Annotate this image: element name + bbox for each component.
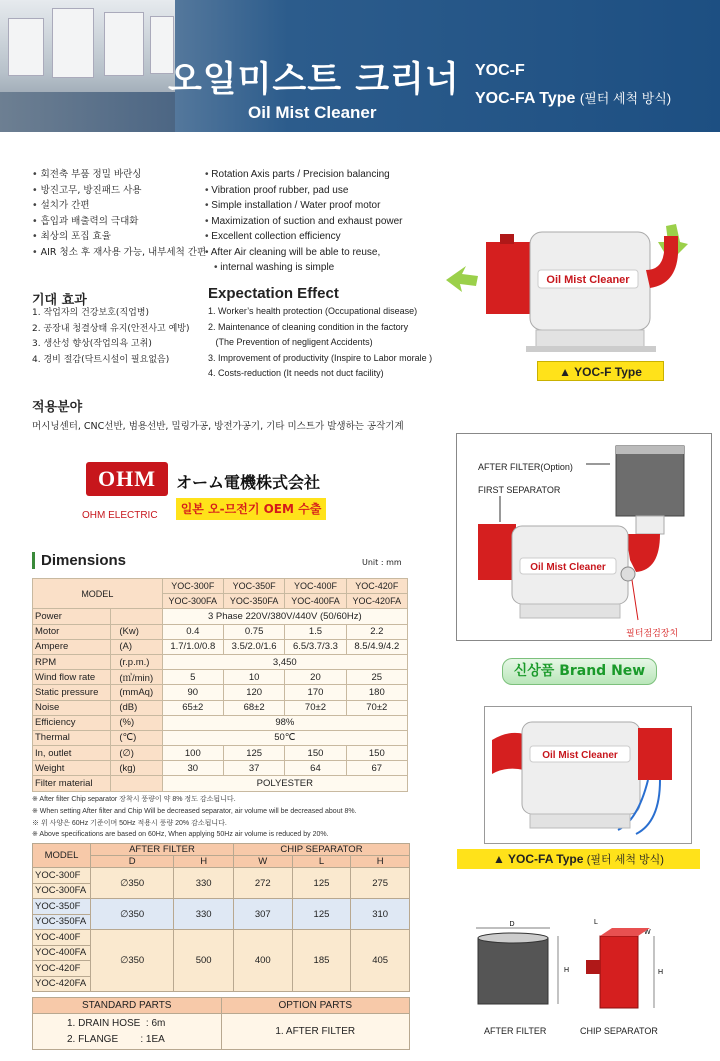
dims-col: W — [233, 856, 292, 868]
spec-label: Wind flow rate — [33, 670, 111, 685]
dims-value: 330 — [174, 899, 234, 930]
cleaner-base — [520, 604, 620, 618]
spec-value: 180 — [346, 685, 407, 700]
elbow — [626, 534, 660, 572]
spec-value: 67 — [346, 761, 407, 776]
spec-label: Static pressure — [33, 685, 111, 700]
dim-label-h: H — [658, 969, 664, 976]
table-row — [33, 609, 408, 624]
factory-photo — [0, 0, 175, 132]
spec-value: 150 — [346, 746, 407, 761]
badge-text: Oil Mist Cleaner — [530, 562, 606, 573]
expect-en-item: (The Prevention of negligent Accidents) — [208, 337, 373, 348]
spec-body — [33, 609, 408, 791]
expect-en-heading: Expectation Effect — [208, 285, 339, 302]
inlet-elbow — [492, 733, 524, 774]
model-cell: YOC-350F — [223, 579, 284, 594]
model-cell: YOC-400F — [285, 579, 346, 594]
option-parts-header: OPTION PARTS — [221, 998, 410, 1014]
spec-label: Filter material — [33, 776, 111, 791]
spec-label: Ampere — [33, 639, 111, 654]
spec-value: 6.5/3.7/3.3 — [285, 639, 346, 654]
spec-value: 1.7/1.0/0.8 — [162, 639, 223, 654]
model-line-2-sub: (필터 세척 방식) — [579, 91, 672, 106]
table-row — [33, 868, 410, 884]
yoc-fa-type-label — [457, 849, 700, 869]
dims-model-header: MODEL — [33, 844, 91, 868]
spec-unit: (㎥/min) — [111, 670, 162, 685]
expect-en-list — [208, 304, 432, 382]
spec-value: 70±2 — [285, 700, 346, 715]
spec-value: 20 — [285, 670, 346, 685]
dims-body — [33, 868, 410, 992]
table-row — [33, 685, 408, 700]
spec-value: 3.5/2.0/1.6 — [223, 639, 284, 654]
spec-value: 3,450 — [162, 654, 407, 669]
feature-en-item-cont: • internal washing is simple — [205, 260, 403, 276]
feature-en-item: • Excellent collection efficiency — [205, 229, 403, 245]
spec-unit — [111, 609, 162, 624]
spec-value: 1.5 — [285, 624, 346, 639]
spec-value: 125 — [223, 746, 284, 761]
spec-label: RPM — [33, 654, 111, 669]
title-korean: 오일미스트 크리너 — [168, 60, 460, 100]
unit-label: Unit : mm — [362, 558, 402, 567]
feature-en-item: • Simple installation / Water proof motor — [205, 198, 403, 214]
expect-ko-item: 3. 생산성 향상(작업의욕 고취) — [32, 339, 152, 350]
dims-value: 125 — [292, 868, 351, 899]
note-item: ※ When setting After filter and Chip Will be decreased separator, air volume will be decreased about 8%. — [32, 807, 357, 815]
spec-unit: (dB) — [111, 700, 162, 715]
model-cell: YOC-420F — [346, 579, 407, 594]
model-cell: YOC-420FA — [346, 594, 407, 609]
table-row — [33, 670, 408, 685]
model-cell: YOC-300F — [162, 579, 223, 594]
inlet-top — [500, 234, 514, 244]
ohm-logo: OHM — [86, 462, 168, 496]
expect-en-item: 2. Maintenance of cleaning condition in the factory — [208, 321, 409, 332]
feature-en-item: • Vibration proof rubber, pad use — [205, 183, 403, 199]
dims-chip-header: CHIP SEPARATOR — [233, 844, 409, 856]
ohm-company-name: オーム電機株式会社 — [176, 473, 321, 492]
table-row — [33, 700, 408, 715]
table-row — [33, 776, 408, 791]
spec-unit: (mmAq) — [111, 685, 162, 700]
spec-value: 37 — [223, 761, 284, 776]
yoc-fa-label-sub: (필터 세척 방식) — [586, 854, 664, 866]
dims-value: 307 — [233, 899, 292, 930]
model-cell: YOC-400FA — [285, 594, 346, 609]
model-cell: YOC-300FA — [162, 594, 223, 609]
dimensions-heading: Dimensions — [32, 552, 126, 569]
first-separator — [478, 524, 516, 580]
dims-after-filter-header: AFTER FILTER — [91, 844, 234, 856]
spec-value: 98% — [162, 715, 407, 730]
brand-new-badge: 신상품 Brand New — [502, 658, 657, 685]
dims-model: YOC-400FA — [33, 945, 91, 961]
filter-inspection-label: 필터점검장치 — [626, 629, 679, 639]
spec-value: POLYESTER — [162, 776, 407, 791]
note-item: ※ 위 사양은 60Hz 기준이며 50Hz 적용시 풍량 20% 감소됩니다. — [32, 819, 227, 827]
table-row — [33, 624, 408, 639]
dims-model: YOC-350F — [33, 899, 91, 915]
after-filter-drawing — [470, 918, 570, 1010]
dims-model: YOC-420F — [33, 961, 91, 977]
spec-value: 50℃ — [162, 730, 407, 745]
dims-value: 125 — [292, 899, 351, 930]
spec-value: 65±2 — [162, 700, 223, 715]
feature-ko-item: • 최상의 포집 효율 — [32, 229, 206, 245]
spec-value: 100 — [162, 746, 223, 761]
features-english — [205, 167, 403, 276]
yoc-f-filter-image — [460, 440, 710, 636]
spec-table — [32, 578, 408, 792]
cleaner-base — [536, 330, 644, 348]
table-row — [33, 930, 410, 946]
yoc-f-type-label: ▲ YOC-F Type — [537, 361, 664, 381]
model-cell: YOC-350FA — [223, 594, 284, 609]
after-filter-option-label: AFTER FILTER(Option) — [478, 462, 573, 472]
chip-separator-body — [600, 936, 638, 1008]
chip-separator-inlet — [586, 960, 600, 974]
after-filter-top — [478, 933, 548, 943]
expect-ko-list — [32, 306, 189, 368]
dims-value: 405 — [351, 930, 410, 992]
expect-ko-item: 4. 경비 절감(닥트시설이 필요없음) — [32, 354, 170, 365]
dim-label-h: H — [564, 967, 570, 974]
dims-model: YOC-350FA — [33, 914, 91, 930]
dims-value: ∅350 — [91, 930, 174, 992]
spec-value: 0.75 — [223, 624, 284, 639]
spec-unit: (r.p.m.) — [111, 654, 162, 669]
spec-value: 150 — [285, 746, 346, 761]
model-line-2-main: YOC-FA Type — [475, 90, 576, 107]
dims-value: ∅350 — [91, 899, 174, 930]
feature-en-item: • Maximization of suction and exhaust power — [205, 214, 403, 230]
feature-ko-item: • AIR 청소 후 재사용 가능, 내부세척 간편 — [32, 245, 206, 261]
base-plate — [526, 346, 656, 352]
spec-value: 2.2 — [346, 624, 407, 639]
cleaner-base — [530, 814, 630, 828]
spec-unit — [111, 776, 162, 791]
dims-model: YOC-420FA — [33, 976, 91, 992]
after-filter — [616, 446, 684, 516]
spec-label: Motor — [33, 624, 111, 639]
dims-col: H — [351, 856, 410, 868]
spec-unit: (%) — [111, 715, 162, 730]
yoc-fa-label-main: ▲ YOC-FA Type — [493, 852, 584, 866]
spec-value: 68±2 — [223, 700, 284, 715]
feature-ko-item: • 흡입과 배출력의 극대화 — [32, 214, 206, 230]
dims-value: ∅350 — [91, 868, 174, 899]
expect-en-item: 1. Worker’s health protection (Occupational disease) — [208, 306, 418, 316]
badge-text: Oil Mist Cleaner — [546, 274, 630, 286]
expect-en-item: 4. Costs-reduction (It needs not duct facility) — [208, 368, 384, 379]
standard-parts-header: STANDARD PARTS — [33, 998, 222, 1014]
dims-value: 330 — [174, 868, 234, 899]
yoc-f-product-image — [440, 222, 688, 357]
after-filter-caption: AFTER FILTER — [484, 1026, 547, 1036]
spec-value: 8.5/4.9/4.2 — [346, 639, 407, 654]
dims-col: H — [174, 856, 234, 868]
option-part: 1. AFTER FILTER — [221, 1014, 410, 1050]
table-row — [33, 730, 408, 745]
expect-en-item: 3. Improvement of productivity (Inspire to Labor morale ) — [208, 352, 433, 363]
spec-label: Power — [33, 609, 111, 624]
spec-value: 90 — [162, 685, 223, 700]
spec-value: 120 — [223, 685, 284, 700]
dims-col: D — [91, 856, 174, 868]
arrow-in-icon — [446, 266, 478, 292]
spec-value: 70±2 — [346, 700, 407, 715]
dim-label-d: D — [509, 921, 515, 928]
dims-model: YOC-300F — [33, 868, 91, 884]
spec-label: In, outlet — [33, 746, 111, 761]
spec-value: 3 Phase 220V/380V/440V (50/60Hz) — [162, 609, 407, 624]
badge-text: Oil Mist Cleaner — [542, 750, 618, 761]
table-row — [33, 715, 408, 730]
dims-value: 310 — [351, 899, 410, 930]
oem-badge: 일본 오-므전기 OEM 수출 — [176, 498, 326, 520]
table-row — [33, 844, 410, 856]
dimension-table — [32, 843, 410, 992]
insp-pointer — [632, 580, 638, 620]
dims-value: 185 — [292, 930, 351, 992]
table-row — [33, 746, 408, 761]
table-row — [33, 761, 408, 776]
dim-label-l: L — [594, 919, 598, 926]
table-row — [33, 899, 410, 915]
chip-separator-top — [600, 928, 650, 936]
model-line-1: YOC-F — [475, 62, 525, 79]
chip-separator-caption: CHIP SEPARATOR — [580, 1026, 658, 1036]
dims-col: L — [292, 856, 351, 868]
after-filter-cap — [616, 446, 684, 454]
std-part: 2. FLANGE : 1EA — [67, 1033, 165, 1045]
spec-value: 5 — [162, 670, 223, 685]
parts-table — [32, 997, 410, 1050]
spec-unit: (A) — [111, 639, 162, 654]
apply-text: 머시닝센터, CNC선반, 범용선반, 밀링가공, 방전가공기, 기타 미스트가 발생하는 공작기계 — [32, 421, 404, 432]
table-row — [33, 579, 408, 594]
expect-ko-item: 2. 공장내 청결상태 유지(안전사고 예방) — [32, 323, 190, 334]
first-separator-label: FIRST SEPARATOR — [478, 485, 561, 495]
spec-unit: (℃) — [111, 730, 162, 745]
spec-value: 25 — [346, 670, 407, 685]
title-english: Oil Mist Cleaner — [248, 103, 377, 122]
spec-value: 64 — [285, 761, 346, 776]
note-item: ※ After filter Chip separator 장착시 풍량이 약 8% 정도 감소됩니다. — [32, 796, 236, 803]
feature-ko-item: • 방진고무, 방진패드 사용 — [32, 183, 206, 199]
spec-value: 30 — [162, 761, 223, 776]
chip-separator-drawing — [580, 916, 666, 1012]
std-part: 1. DRAIN HOSE : 6m — [67, 1017, 166, 1029]
dims-value: 500 — [174, 930, 234, 992]
feature-ko-item: • 설치가 간편 — [32, 198, 206, 214]
spec-unit: (kg) — [111, 761, 162, 776]
ohm-subtitle: OHM ELECTRIC — [82, 510, 158, 521]
inspection-device — [621, 567, 635, 581]
spec-notes — [32, 794, 357, 841]
dims-model: YOC-400F — [33, 930, 91, 946]
dims-value: 272 — [233, 868, 292, 899]
yoc-fa-product-image — [488, 710, 688, 840]
spec-label: Thermal — [33, 730, 111, 745]
table-row — [33, 654, 408, 669]
spec-label: Noise — [33, 700, 111, 715]
feature-en-item: • Rotation Axis parts / Precision balancing — [205, 167, 403, 183]
dim-label-w: W — [644, 929, 651, 936]
table-row — [33, 639, 408, 654]
filter-neck — [636, 516, 664, 534]
model-line-2 — [475, 88, 671, 108]
features-korean — [32, 167, 206, 260]
inlet-box — [486, 242, 534, 314]
note-item: ※ Above specifications are based on 60Hz, When applying 50Hz air volume is reduced by 20%. — [32, 831, 329, 839]
spec-value: 170 — [285, 685, 346, 700]
expect-ko-heading: 기대 효과 — [32, 293, 87, 308]
spec-value: 0.4 — [162, 624, 223, 639]
after-filter-body — [478, 938, 548, 1004]
dims-model: YOC-300FA — [33, 883, 91, 899]
spec-label: Weight — [33, 761, 111, 776]
cleaner-body — [522, 722, 640, 814]
spec-value: 10 — [223, 670, 284, 685]
apply-heading: 적용분야 — [32, 400, 83, 415]
spec-label: Efficiency — [33, 715, 111, 730]
model-header: MODEL — [33, 579, 163, 609]
dims-value: 275 — [351, 868, 410, 899]
expect-ko-item: 1. 작업자의 건강보호(직업병) — [32, 308, 149, 318]
table-row — [33, 998, 410, 1014]
table-row — [33, 1014, 410, 1050]
feature-ko-item: • 회전축 부품 정밀 바란싱 — [32, 167, 206, 183]
standard-parts-list — [33, 1014, 222, 1050]
feature-en-item: • After Air cleaning will be able to reuse, — [205, 245, 403, 261]
dims-value: 400 — [233, 930, 292, 992]
chip-separator — [638, 728, 672, 780]
spec-unit: (Kw) — [111, 624, 162, 639]
spec-unit: (∅) — [111, 746, 162, 761]
